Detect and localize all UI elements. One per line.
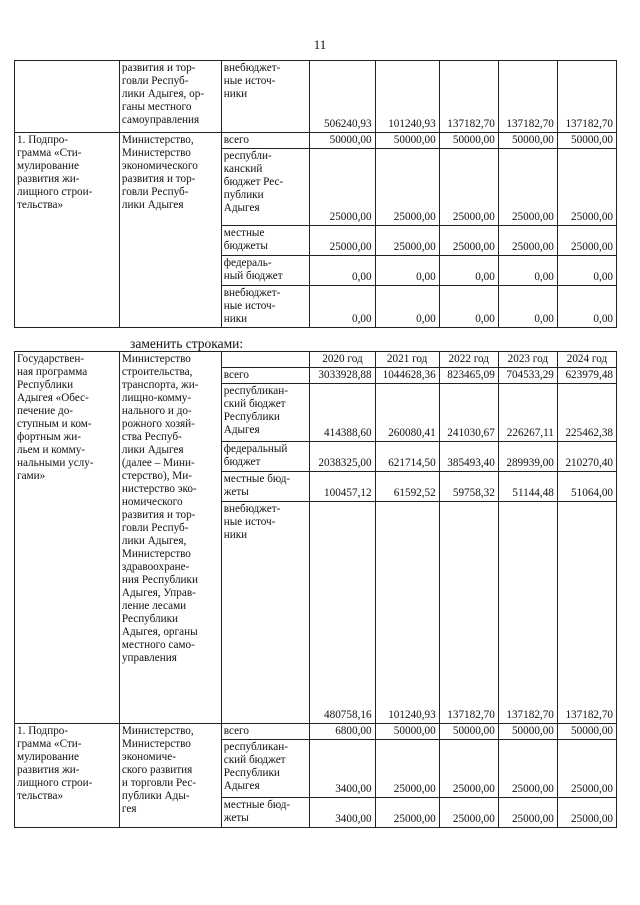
value-cell: 0,00 (439, 256, 498, 286)
year-header: 2023 год (498, 352, 557, 368)
value-cell: 25000,00 (557, 149, 616, 226)
replace-phrase: заменить строками: (130, 336, 244, 351)
value-cell: 3033928,88 (310, 368, 375, 384)
value-cell: 6800,00 (310, 724, 375, 740)
value-cell: 0,00 (439, 286, 498, 328)
value-cell: 0,00 (310, 286, 375, 328)
value-cell: 50000,00 (439, 133, 498, 149)
value-cell: 225462,38 (557, 384, 616, 442)
page-number: 11 (313, 37, 327, 52)
source-cell: всего (221, 133, 310, 149)
executor-cell: Министерство, Министерство экономического развития и тор- говли Респуб- лики Адыгея (119, 133, 221, 328)
value-cell: 0,00 (375, 256, 439, 286)
value-cell: 0,00 (375, 286, 439, 328)
value-cell: 50000,00 (557, 724, 616, 740)
funding-table-new (14, 351, 617, 828)
value-cell: 385493,40 (439, 442, 498, 472)
value-cell: 25000,00 (498, 149, 557, 226)
funding-table-old (14, 60, 617, 328)
source-cell: республикан- ский бюджет Республики Адыгея (221, 740, 310, 798)
source-cell: всего (221, 368, 310, 384)
value-cell: 137182,70 (439, 502, 498, 724)
value-cell: 25000,00 (498, 226, 557, 256)
value-cell: 226267,11 (498, 384, 557, 442)
value-cell: 506240,93 (310, 61, 375, 133)
value-cell: 137182,70 (557, 61, 616, 133)
source-cell: внебюджет- ные источ- ники (221, 502, 310, 724)
source-cell: всего (221, 724, 310, 740)
value-cell: 260080,41 (375, 384, 439, 442)
executor-cell: Министерство, Министерство экономиче- ского развития и торговли Рес- публики Ады- гея (119, 724, 221, 828)
source-cell: федеральный бюджет (221, 442, 310, 472)
value-cell: 59758,32 (439, 472, 498, 502)
source-cell: местные бюд- жеты (221, 798, 310, 828)
value-cell: 0,00 (557, 286, 616, 328)
source-cell: внебюджет- ные источ- ники (221, 61, 310, 133)
executor-cell: Министерство строительства, транспорта, жи- лищно-комму- нального и до- рожного хозяй- ства Респуб- лики Адыгея (далее – Мини- стерство), Ми- нистерство эко- номического развития и тор- говли Респуб- лики Адыгея, Министерство здравоохране- ния Республики Адыгея, Управ- ление лесами Республики Адыгея, органы местного само- управления (119, 352, 221, 724)
value-cell: 823465,09 (439, 368, 498, 384)
value-cell: 241030,67 (439, 384, 498, 442)
source-cell: местные бюд- жеты (221, 472, 310, 502)
source-cell: республи- канский бюджет Рес- публики Адыгея (221, 149, 310, 226)
value-cell: 25000,00 (375, 798, 439, 828)
value-cell: 414388,60 (310, 384, 375, 442)
value-cell: 0,00 (310, 256, 375, 286)
value-cell: 50000,00 (439, 724, 498, 740)
empty-cell (221, 352, 310, 368)
program-name-cell (15, 61, 120, 133)
value-cell: 50000,00 (498, 724, 557, 740)
value-cell: 101240,93 (375, 61, 439, 133)
year-header: 2021 год (375, 352, 439, 368)
source-cell: местные бюджеты (221, 226, 310, 256)
value-cell: 289939,00 (498, 442, 557, 472)
value-cell: 25000,00 (557, 798, 616, 828)
subprogram-name-cell: 1. Подпро- грамма «Сти- мулирование развития жи- лищного строи- тельства» (15, 724, 120, 828)
value-cell: 51144,48 (498, 472, 557, 502)
value-cell: 51064,00 (557, 472, 616, 502)
value-cell: 25000,00 (557, 226, 616, 256)
subprogram-name-cell: 1. Подпро- грамма «Сти- мулирование развития жи- лищного строи- тельства» (15, 133, 120, 328)
source-cell: республикан- ский бюджет Республики Адыгея (221, 384, 310, 442)
year-header: 2024 год (557, 352, 616, 368)
table-row (15, 61, 617, 133)
source-cell: федераль- ный бюджет (221, 256, 310, 286)
table-row (15, 352, 617, 368)
year-header: 2020 год (310, 352, 375, 368)
value-cell: 100457,12 (310, 472, 375, 502)
value-cell: 25000,00 (375, 149, 439, 226)
value-cell: 3400,00 (310, 798, 375, 828)
value-cell: 704533,29 (498, 368, 557, 384)
value-cell: 3400,00 (310, 740, 375, 798)
program-name-cell: Государствен- ная программа Республики Адыгея «Обес- печение до- ступным и ком- фортным жи- льем и комму- нальными услу- гами» (15, 352, 120, 724)
value-cell: 50000,00 (557, 133, 616, 149)
value-cell: 50000,00 (498, 133, 557, 149)
value-cell: 480758,16 (310, 502, 375, 724)
value-cell: 137182,70 (498, 61, 557, 133)
value-cell: 25000,00 (498, 798, 557, 828)
value-cell: 25000,00 (375, 226, 439, 256)
table-row (15, 724, 617, 740)
value-cell: 0,00 (498, 256, 557, 286)
value-cell: 621714,50 (375, 442, 439, 472)
value-cell: 210270,40 (557, 442, 616, 472)
value-cell: 25000,00 (439, 149, 498, 226)
value-cell: 61592,52 (375, 472, 439, 502)
value-cell: 0,00 (498, 286, 557, 328)
value-cell: 25000,00 (375, 740, 439, 798)
value-cell: 25000,00 (439, 740, 498, 798)
value-cell: 137182,70 (498, 502, 557, 724)
value-cell: 101240,93 (375, 502, 439, 724)
year-header: 2022 год (439, 352, 498, 368)
value-cell: 50000,00 (375, 133, 439, 149)
value-cell: 50000,00 (310, 133, 375, 149)
value-cell: 2038325,00 (310, 442, 375, 472)
value-cell: 50000,00 (375, 724, 439, 740)
source-cell: внебюджет- ные источ- ники (221, 286, 310, 328)
value-cell: 25000,00 (310, 149, 375, 226)
value-cell: 1044628,36 (375, 368, 439, 384)
value-cell: 25000,00 (439, 798, 498, 828)
value-cell: 0,00 (557, 256, 616, 286)
value-cell: 25000,00 (498, 740, 557, 798)
table-row (15, 133, 617, 149)
value-cell: 25000,00 (439, 226, 498, 256)
value-cell: 137182,70 (557, 502, 616, 724)
value-cell: 137182,70 (439, 61, 498, 133)
value-cell: 623979,48 (557, 368, 616, 384)
value-cell: 25000,00 (557, 740, 616, 798)
executor-cell: развития и тор- говли Респуб- лики Адыгея, ор- ганы местного самоуправления (119, 61, 221, 133)
value-cell: 25000,00 (310, 226, 375, 256)
